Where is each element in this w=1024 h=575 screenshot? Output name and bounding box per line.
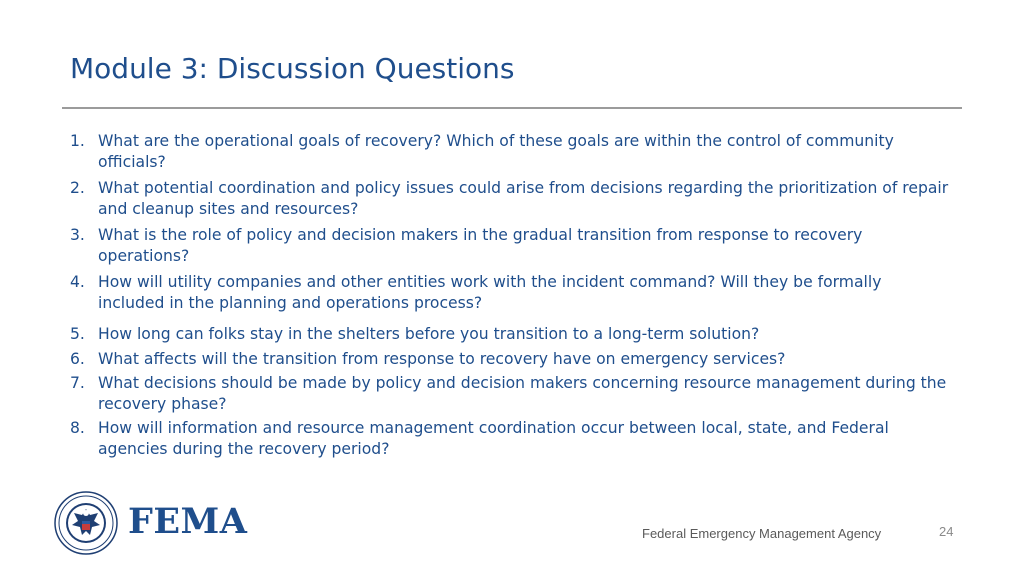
dhs-seal-icon — [54, 491, 118, 555]
page-number: 24 — [939, 524, 954, 539]
list-item-number: 4. — [70, 273, 85, 291]
list-item-text: What is the role of policy and decision makers in the gradual transition from response to recovery operations? — [98, 226, 863, 265]
title-divider — [62, 107, 962, 109]
list-item-text: What affects will the transition from response to recovery have on emergency services? — [98, 349, 786, 368]
list-item-text: What are the operational goals of recovery? Which of these goals are within the control of community officials? — [98, 132, 894, 171]
list-item-number: 2. — [70, 179, 85, 197]
list-item — [70, 349, 950, 370]
slide-title: Module 3: Discussion Questions — [70, 52, 515, 85]
list-item-text: What potential coordination and policy issues could arise from decisions regarding the prioritization of repair and cleanup sites and resources? — [98, 179, 949, 218]
list-item — [70, 373, 950, 414]
list-item-text: How will utility companies and other entities work with the incident command? Will they be formally included in the planning and operations process? — [98, 273, 882, 312]
list-item-number: 1. — [70, 132, 85, 150]
list-item-text: What decisions should be made by policy and decision makers concerning resource management during the recovery phase? — [98, 374, 947, 413]
list-item-number: 7. — [70, 374, 85, 392]
fema-logo-wordmark: FEMA — [128, 501, 248, 542]
list-item-text: How long can folks stay in the shelters before you transition to a long-term solution? — [98, 325, 760, 343]
list-item-number: 8. — [70, 419, 85, 437]
list-item-number: 6. — [70, 349, 85, 368]
question-list — [70, 131, 950, 465]
list-item-number: 5. — [70, 325, 85, 343]
list-item — [70, 324, 950, 345]
list-item — [70, 131, 950, 172]
list-item — [70, 418, 950, 459]
list-item-text: How will information and resource management coordination occur between local, state, and Federal agencies during the recovery period? — [98, 419, 889, 458]
list-item-number: 3. — [70, 226, 85, 244]
agency-name: Federal Emergency Management Agency — [642, 526, 882, 541]
list-item — [70, 178, 950, 219]
list-item — [70, 225, 950, 266]
list-item — [70, 272, 950, 313]
